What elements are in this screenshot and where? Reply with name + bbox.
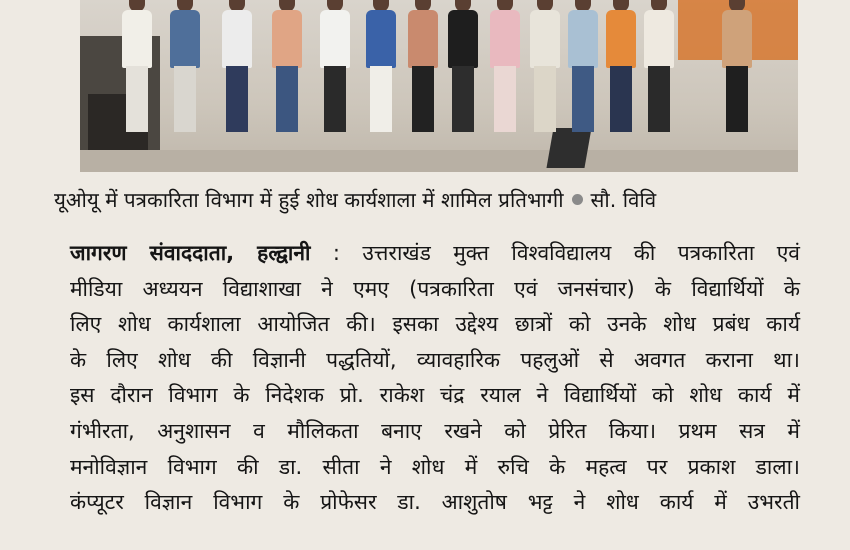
article-line: गंभीरता, अनुशासन व मौलिकता बनाए रखने को प्रेरित किया। प्रथम सत्र में <box>70 418 800 443</box>
article-line: इस दौरान विभाग के निदेशक प्रो. राकेश चंद्र रयाल ने विद्यार्थियों को शोध कार्य में <box>70 383 800 408</box>
participant <box>120 0 154 140</box>
participant <box>270 0 304 140</box>
article-line: के लिए शोध की विज्ञानी पद्धतियों, व्यावहारिक पहलुओं से अवगत कराना था। <box>70 347 800 372</box>
news-photo <box>80 0 798 172</box>
article-line <box>70 236 800 272</box>
caption-credit: सौ. विवि <box>590 188 657 212</box>
participant <box>406 0 440 140</box>
photo-caption <box>54 186 814 214</box>
article-body <box>70 236 800 521</box>
article-line: लिए शोध कार्यशाला आयोजित की। इसका उद्देश्य छात्रों को उनके शोध प्रबंध कार्य <box>70 312 800 337</box>
article-text: : उत्तराखंड मुक्त विश्वविद्यालय की पत्रकारिता एवं <box>332 241 800 265</box>
caption-text: यूओयू में पत्रकारिता विभाग में हुई शोध कार्यशाला में शामिल प्रतिभागी <box>54 188 564 212</box>
participant <box>604 0 638 140</box>
article-line: कंप्यूटर विज्ञान विभाग के प्रोफेसर डा. आशुतोष भट्ट ने शोध कार्य में उभरती <box>70 490 800 515</box>
photo-floor <box>80 150 798 172</box>
participant <box>168 0 202 140</box>
participant <box>566 0 600 140</box>
bullet-icon <box>572 194 583 205</box>
byline: जागरण संवाददाता, हल्द्वानी <box>70 241 311 265</box>
participant <box>528 0 562 140</box>
participant <box>488 0 522 140</box>
participant <box>318 0 352 140</box>
article-line: मीडिया अध्ययन विद्याशाखा ने एमए (पत्रकारिता एवं जनसंचार) के विद्यार्थियों के <box>70 276 800 301</box>
participant <box>220 0 254 140</box>
participant <box>364 0 398 140</box>
participant <box>446 0 480 140</box>
article-line: मनोविज्ञान विभाग की डा. सीता ने शोध में रुचि के महत्व पर प्रकाश डाला। <box>70 454 800 479</box>
participant <box>720 0 754 140</box>
participant <box>642 0 676 140</box>
